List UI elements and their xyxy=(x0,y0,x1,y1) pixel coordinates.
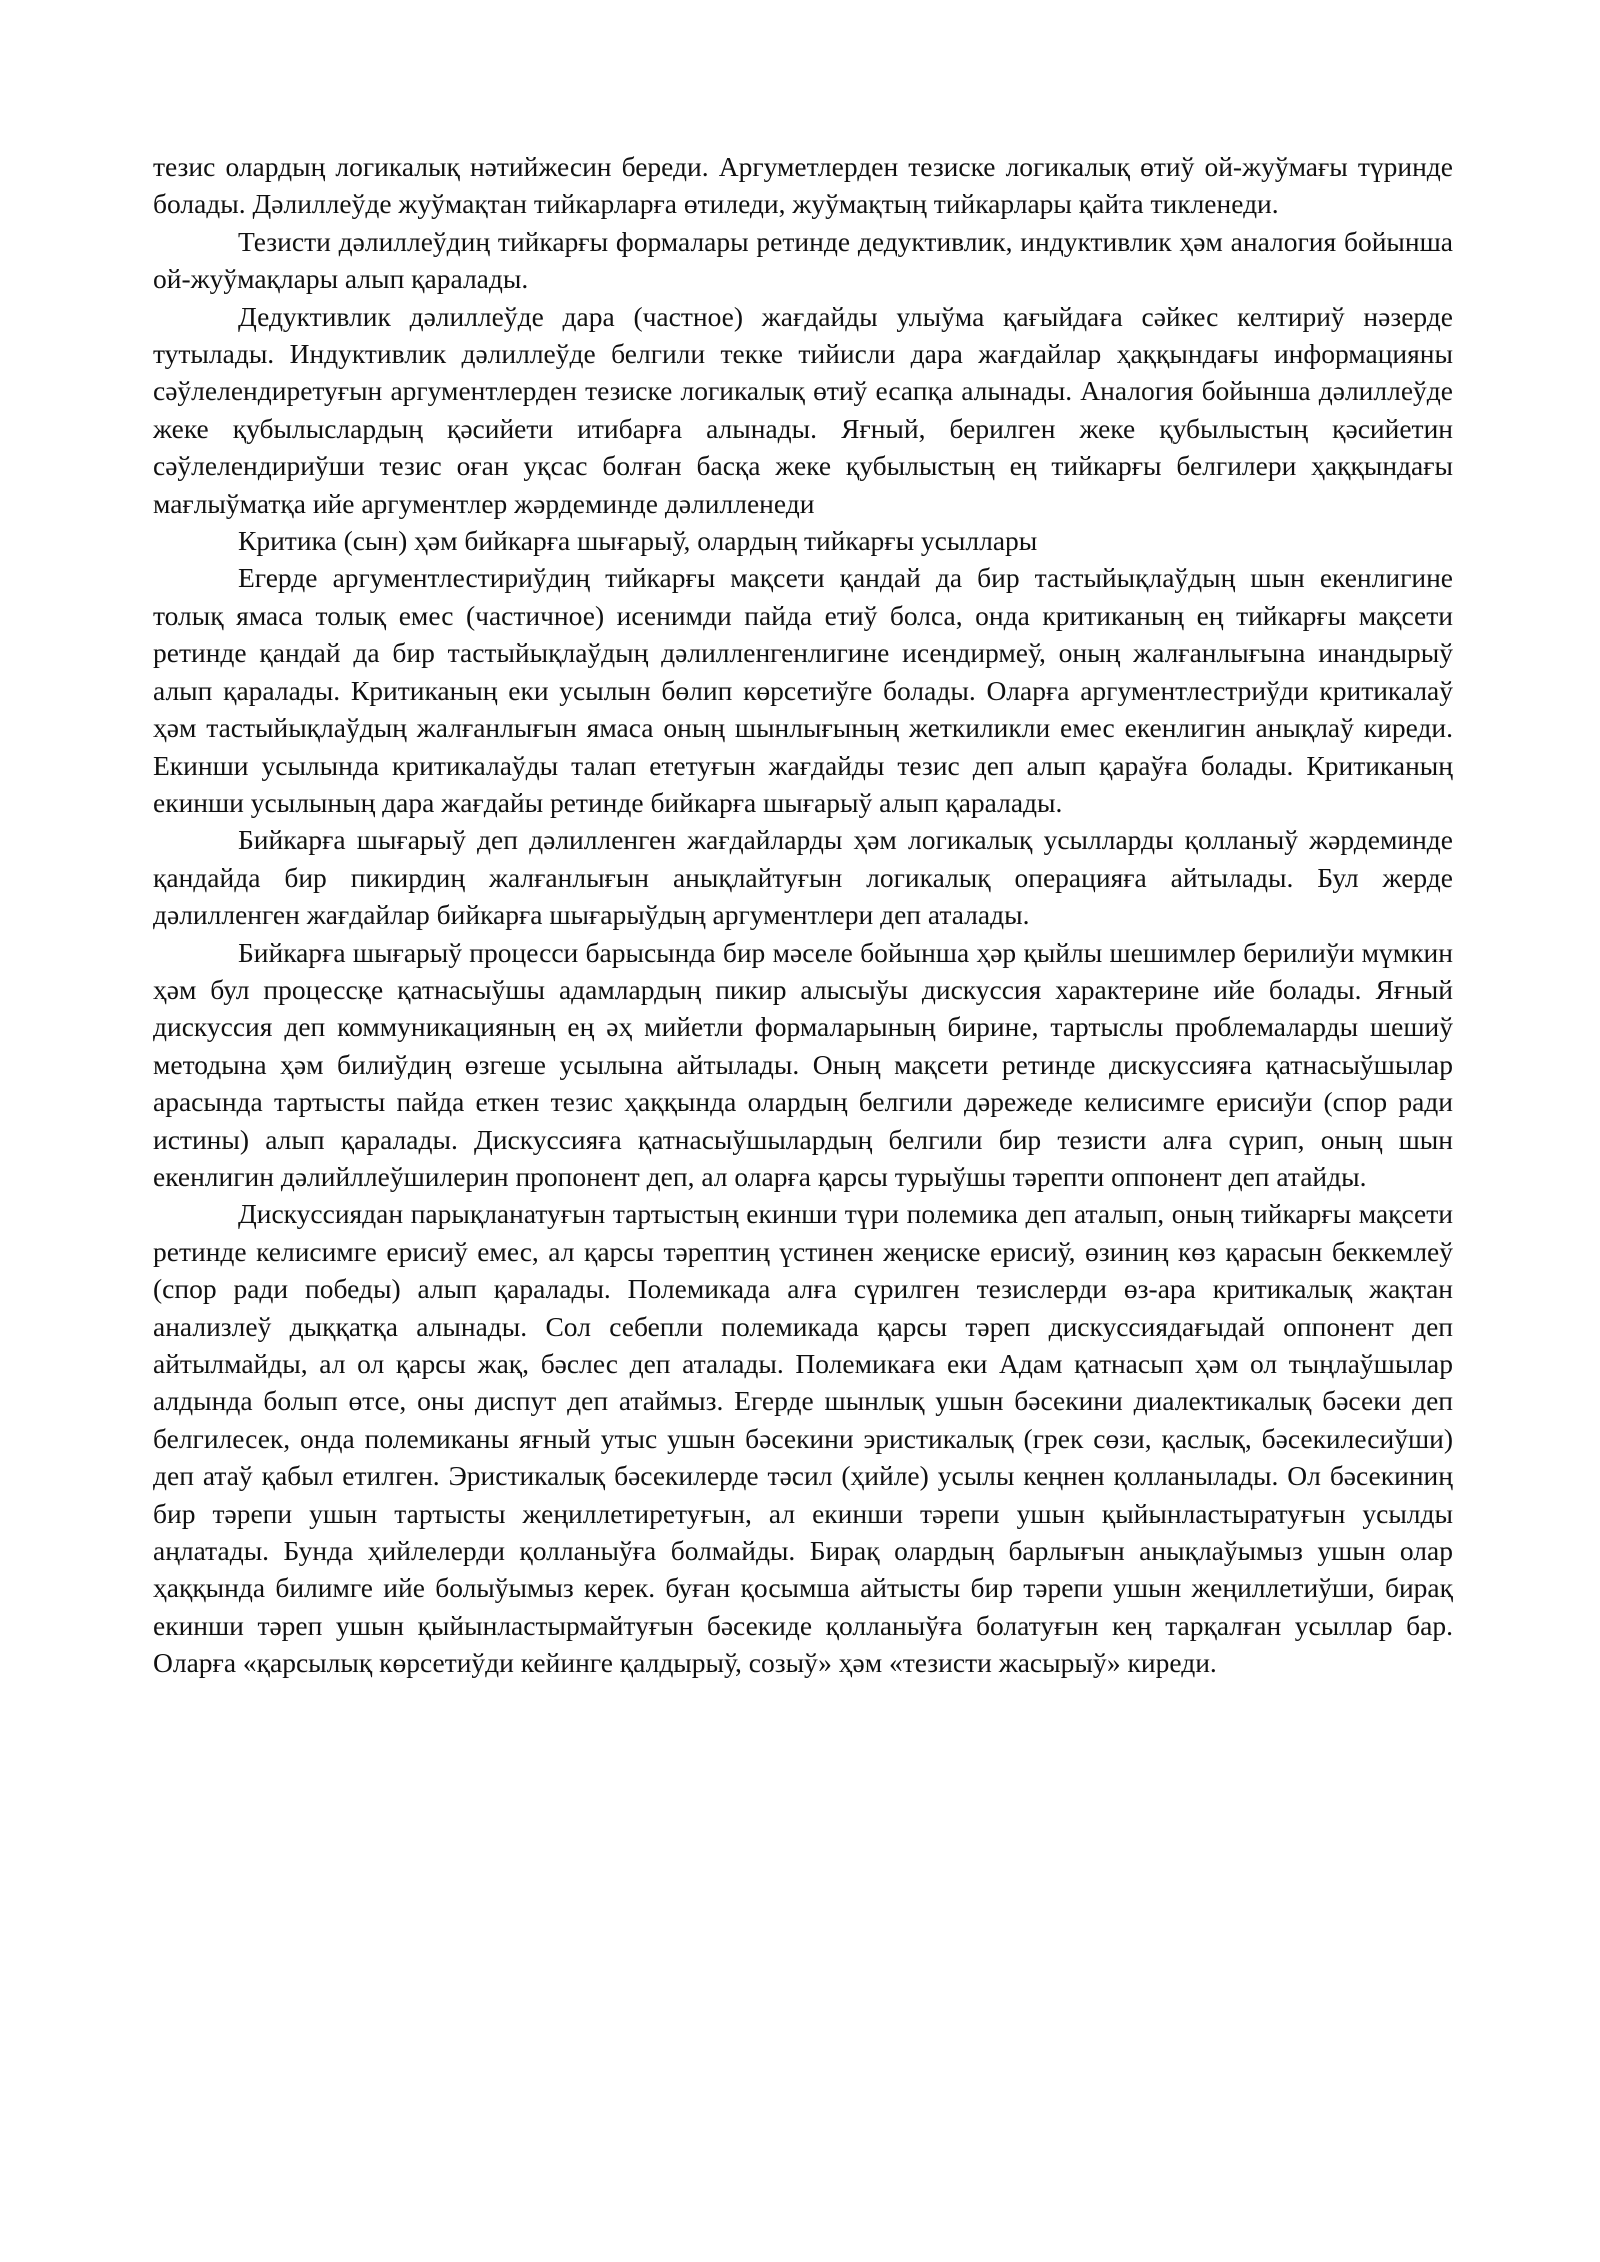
paragraph-polemic: Дискуссиядан парықланатуғын тартыстың екинши түри полемика деп аталып, оның тийкарғы мақсети ретинде келисимге ерисиў емес, ал қарсы тәрептиң үстинен жеңиске ерисиў, өзиниң көз қарасын беккемлеў (спор ради победы) алып қаралады. Полемикада алға сүрилген тезислерди өз-ара критикалық жақтан анализлеў дыққатқа алынады. Сол себепли полемикада қарсы тәреп дискуссиядағыдай оппонент деп айтылмайды, ал ол қарсы жақ, бәслес деп аталады. Полемикаға еки Адам қатнасып ҳәм ол тыңлаўшылар алдында болып өтсе, оны диспут деп атаймыз. Егерде шынлық ушын бәсекини диалектикалық бәсеки деп белгилесек, онда полемиканы яғный утыс ушын бәсекини эристикалық (грек сөзи, қаслық, бәсекилесиўши) деп атаў қабыл етилген. Эристикалық бәсекилерде тәсил (ҳийле) усылы кеңнен қолланылады. Ол бәсекиниң бир тәрепи ушын тартысты жеңиллетиретуғын, ал екинши тәрепи ушын қыйынластыратуғын усылды аңлатады. Бунда ҳийлелерди қолланыўға болмайды. Бирақ олардың барлығын анықлаўымыз ушын олар ҳаққында билимге ийе болыўымыз керек. буған қосымша айтысты бир тәрепи ушын жеңиллетиўши, бирақ екинши тәреп ушын қыйынластырмайтуғын бәсекиде қолланыўға болатуғын кең тарқалған усыллар бар. Оларға «қарсылық көрсетиўди кейинге қалдырыў, созыў» ҳәм «тезисти жасырыў» киреди. xyxy=(153,1198,1453,1679)
section-heading-critique: Критика (сын) ҳәм бийкарға шығарыў, олардың тийкарғы усыллары xyxy=(238,525,1038,557)
paragraph-critique-goal: Егерде аргументлестириўдиң тийкарғы мақсети қандай да бир тастыйықлаўдың шын екенлигине толық ямаса толық емес (частичное) исенимди пайда етиў болса, онда критиканың ең тийкарғы мақсети ретинде қандай да бир тастыйықлаўдың дәлилленгенлигине исендирмеў, оның жалғанлығына инандырыў алып қаралады. Критиканың еки усылын бөлип көрсетиўге болады. Оларға аргументлестриўди критикалаў ҳәм тастыйықлаўдың жалғанлығын ямаса оның шынлығының жеткиликли емес екенлигин анықлаў киреди. Екинши усылында критикалаўды талап ететуғын жағдайды тезис деп алып қараўға болады. Критиканың екинши усылының дара жағдайы ретинде бийкарға шығарыў алып қаралады. xyxy=(153,562,1453,818)
paragraph-discussion: Бийкарға шығарыў процесси барысында бир мәселе бойынша ҳәр қыйлы шешимлер берилиўи мүмкин ҳәм бул процессқе қатнасыўшы адамлардың пикир алысыўы дискуссия характерине ийе болады. Яғный дискуссия деп коммуникацияның ең әҳ мийетли формаларының бирине, тартыслы проблемаларды шешиў методына ҳәм билиўдиң өзгеше усылына айтылады. Оның мақсети ретинде дискуссияға қатнасыўшылар арасында тартысты пайда еткен тезис ҳаққында олардың белгили дәрежеде келисимге ерисиўи (спор ради истины) алып қаралады. Дискуссияға қатнасыўшылардың белгили бир тезисти алға сүрип, оның шын екенлигин дәлийллеўшилерин пропонент деп, ал оларға қарсы турыўшы тәрепти оппонент деп атайды. xyxy=(153,936,1453,1192)
document-page xyxy=(153,148,1453,1682)
paragraph-refutation: Бийкарға шығарыў деп дәлилленген жағдайларды ҳәм логикалық усылларды қолланыў жәрдеминде қандайда бир пикирдиң жалғанлығын анықлайтуғын логикалық операцияға айтылады. Бул жерде дәлилленген жағдайлар бийкарға шығарыўдың аргументлери деп аталады. xyxy=(153,824,1453,931)
paragraph-thesis-forms: Тезисти дәлиллеўдиң тийкарғы формалары ретинде дедуктивлик, индуктивлик ҳәм аналогия бойынша ой-жуўмақлары алып қаралады. xyxy=(153,225,1453,295)
paragraph-deductive-proof: Дедуктивлик дәлиллеўде дара (частное) жағдайды улыўма қағыйдаға сәйкес келтириў нәзерде тутылады. Индуктивлик дәлиллеўде белгили текке тийисли дара жағдайлар ҳаққындағы информацияны сәўлелендиретуғын аргументлерден тезиске логикалық өтиў есапқа алынады. Аналогия бойынша дәлиллеўде жеке қубылыслардың қәсийети итибарға алынады. Яғный, берилген жеке қубылыстың қәсийетин сәўлелендириўши тезис оған уқсас болған басқа жеке қубылыстың ең тийкарғы белгилери ҳаққындағы мағлыўматқа ийе аргументлер жәрдеминде дәлилленеди xyxy=(153,300,1453,519)
paragraph-continuation: тезис олардың логикалық нәтийжесин береди. Аргуметлерден тезиске логикалық өтиў ой-жуўмағы түринде болады. Дәлиллеўде жуўмақтан тийкарларға өтиледи, жуўмақтың тийкарлары қайта тикленеди. xyxy=(153,151,1453,220)
